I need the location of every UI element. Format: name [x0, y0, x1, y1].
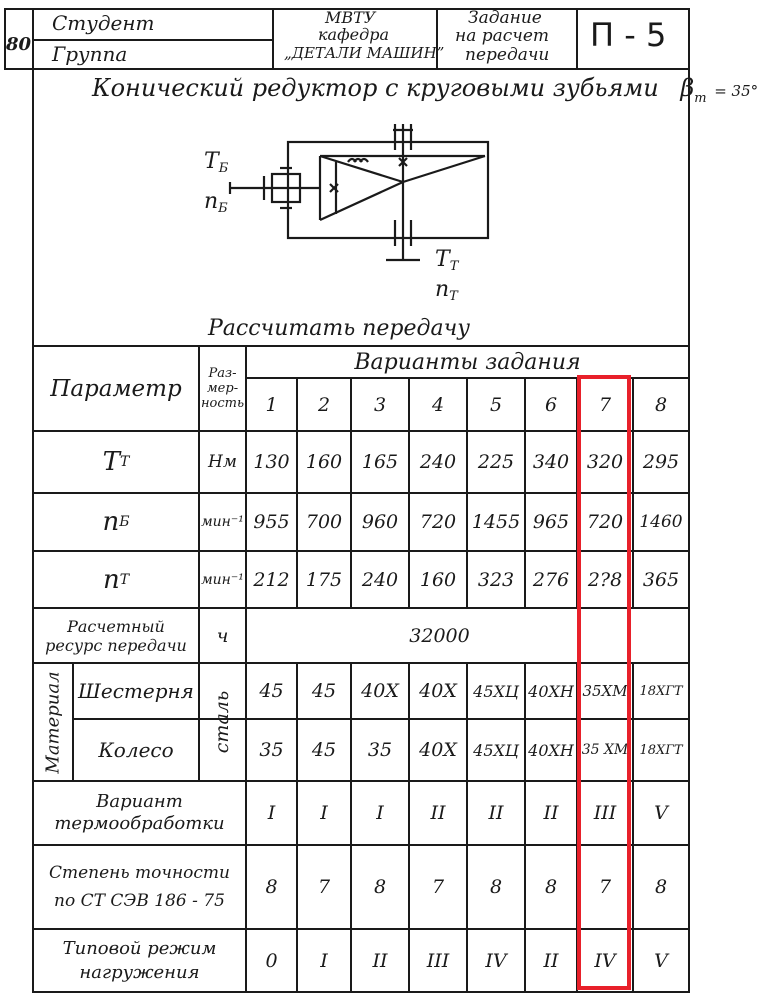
- gear-v7: 35ХМ: [582, 682, 628, 700]
- variant-4: 4: [431, 393, 445, 416]
- load-v5: IV: [485, 949, 507, 972]
- material-unit: сталь: [211, 690, 234, 754]
- param-header: Параметр: [50, 375, 182, 402]
- resource-unit: ч: [216, 624, 229, 647]
- sheet-number: 80: [6, 34, 32, 55]
- institution: МВТУ: [325, 8, 376, 27]
- nb-v3: 960: [361, 511, 399, 533]
- load-v6: II: [543, 949, 559, 972]
- heat-label: Вариант термообработки: [54, 791, 225, 834]
- nt-v8: 365: [642, 568, 680, 591]
- accuracy-v1: 8: [265, 876, 278, 898]
- gear-v4: 40Х: [419, 680, 457, 702]
- gear-label: Шестерня: [78, 679, 194, 703]
- tt-v5: 225: [477, 451, 515, 473]
- accuracy-v7: 7: [598, 876, 612, 898]
- input-speed-label: nБ: [204, 189, 228, 216]
- task-line2: на расчет: [455, 26, 550, 46]
- load-v1: 0: [265, 949, 278, 972]
- header-divider-3: [576, 8, 578, 70]
- nt-v4: 160: [419, 568, 457, 591]
- wheel-v5: 45ХЦ: [473, 740, 519, 760]
- tt-v4: 240: [419, 451, 457, 473]
- variant-1: 1: [265, 393, 278, 416]
- tt-v1: 130: [253, 451, 290, 473]
- nb-v2: 700: [305, 511, 343, 533]
- load-v2: I: [320, 949, 328, 972]
- nb-v7: 720: [586, 511, 624, 533]
- task-heading: Рассчитать передачу: [208, 316, 471, 341]
- header-bottom-line: [4, 68, 690, 70]
- student-label: Студент: [52, 11, 155, 35]
- tt-v3: 165: [361, 451, 399, 473]
- tt-v8: 295: [642, 451, 680, 473]
- header-divider-1: [272, 8, 274, 70]
- wheel-v1: 35: [259, 739, 284, 761]
- nb-v5: 1455: [471, 511, 521, 533]
- department-line2: „ДЕТАЛИ МАШИН”: [284, 44, 445, 62]
- gear-v5: 45ХЦ: [473, 681, 519, 701]
- load-v8: V: [654, 949, 668, 972]
- tt-label: T T: [102, 447, 130, 477]
- nb-v4: 720: [419, 511, 457, 533]
- frame-bottom-line: [32, 991, 690, 993]
- nb-unit: мин⁻¹: [201, 514, 244, 530]
- nt-v6: 276: [532, 568, 570, 591]
- gear-v6: 40ХН: [528, 681, 574, 701]
- heat-v8: V: [654, 802, 668, 824]
- nb-label: n Б: [102, 507, 130, 537]
- nt-v1: 212: [253, 568, 290, 591]
- accuracy-v6: 8: [544, 876, 558, 898]
- input-torque-label: TБ: [204, 149, 229, 176]
- page-title: [92, 74, 758, 106]
- accuracy-v5: 8: [489, 876, 503, 898]
- wheel-label: Колесо: [98, 738, 174, 762]
- tt-unit: Нм: [208, 452, 237, 472]
- heat-v3: I: [376, 802, 384, 824]
- wheel-v4: 40Х: [419, 739, 457, 761]
- load-v3: II: [372, 949, 388, 972]
- department-line1: кафедра: [318, 25, 390, 44]
- load-v4: III: [426, 949, 450, 972]
- tt-v2: 160: [305, 451, 343, 473]
- nt-v7: 2?8: [587, 568, 623, 591]
- output-torque-label: TT: [435, 247, 459, 274]
- nb-v8: 1460: [639, 512, 683, 532]
- task-code: П - 5: [590, 16, 667, 54]
- nt-unit: мин⁻¹: [201, 571, 244, 588]
- gear-v2: 45: [311, 680, 337, 702]
- wheel-v6: 40ХН: [528, 740, 574, 760]
- nb-v1: 955: [253, 511, 290, 533]
- accuracy-v2: 7: [317, 876, 331, 898]
- variant-2: 2: [317, 393, 331, 416]
- page-title-text: Конический редуктор с круговыми зубьями: [92, 74, 659, 102]
- resource-value: 32000: [409, 624, 470, 647]
- gearbox-diagram: [190, 110, 530, 310]
- heat-v7: III: [593, 802, 617, 824]
- tt-v7: 320: [586, 451, 624, 473]
- load-v7: IV: [594, 949, 616, 972]
- heat-v6: II: [543, 802, 559, 824]
- resource-label: Расчетный ресурс передачи: [45, 616, 187, 655]
- group-label: Группа: [52, 42, 128, 66]
- dim-header: Раз- мер- ность: [200, 366, 245, 411]
- beta-symbol: $\beta_m$: [680, 74, 707, 106]
- nt-label: n T: [102, 564, 130, 595]
- variants-header: Варианты задания: [354, 349, 581, 375]
- output-speed-label: nT: [435, 277, 458, 304]
- load-label: Типовой режим нагружения: [62, 937, 217, 983]
- wheel-v2: 45: [311, 739, 337, 761]
- variant-6: 6: [544, 393, 558, 416]
- accuracy-v3: 8: [373, 876, 387, 898]
- variant-5: 5: [489, 393, 503, 416]
- gear-v8: 18ХГТ: [639, 683, 683, 699]
- accuracy-v4: 7: [431, 876, 445, 898]
- nt-v3: 240: [361, 568, 399, 591]
- task-line3: передачи: [465, 45, 550, 65]
- variant-7-highlight: [577, 375, 631, 990]
- nt-v5: 323: [477, 568, 515, 591]
- variant-3: 3: [373, 393, 387, 416]
- tt-v6: 340: [532, 451, 570, 473]
- heat-v4: II: [430, 802, 446, 824]
- wheel-v7: 35 ХМ: [581, 742, 629, 758]
- gear-v3: 40Х: [361, 680, 399, 702]
- gear-v1: 45: [259, 680, 284, 702]
- material-group-label: Материал: [42, 670, 64, 774]
- beta-value: = 35°: [714, 82, 758, 100]
- heat-v5: II: [488, 802, 504, 824]
- header-mid-line: [32, 39, 272, 41]
- accuracy-v8: 8: [654, 876, 668, 898]
- nb-v6: 965: [532, 511, 570, 533]
- heat-v2: I: [320, 802, 328, 824]
- variant-8: 8: [654, 393, 668, 416]
- variant-7: 7: [598, 393, 612, 416]
- accuracy-label: Степень точности по СТ СЭВ 186 - 75: [48, 863, 230, 911]
- heat-v1: I: [267, 802, 276, 824]
- nt-v2: 175: [305, 568, 343, 591]
- task-line1: Задание: [468, 8, 542, 28]
- wheel-v8: 18ХГТ: [639, 742, 683, 758]
- wheel-v3: 35: [367, 739, 393, 761]
